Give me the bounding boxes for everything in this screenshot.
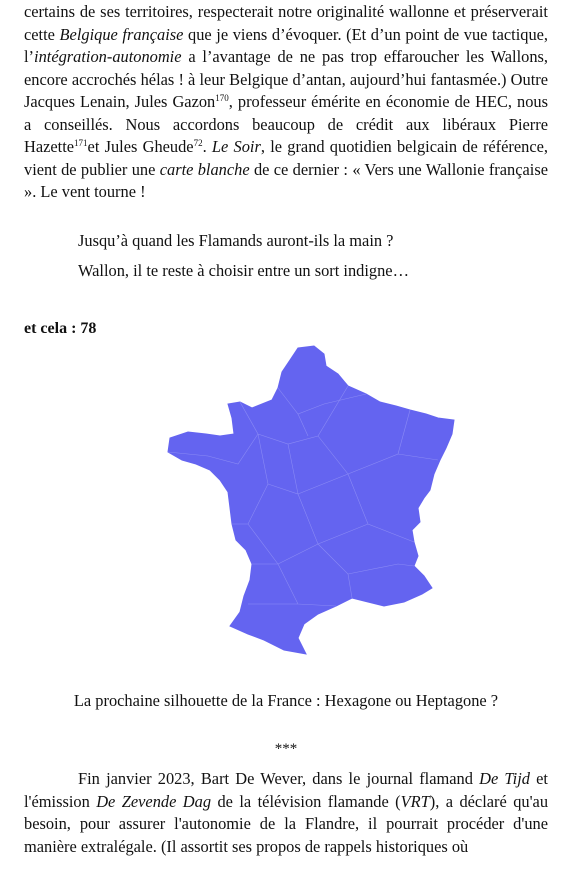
figure-intro: et cela : 78 xyxy=(24,320,97,337)
italic-run: intégration-autonomie xyxy=(34,47,182,66)
text-run: certains de ses territoires, respecterait notre originalité wallonne et préserverait cette xyxy=(24,2,548,44)
figure-caption: La prochaine silhouette de la France : Hexagone ou Heptagone ? xyxy=(73,691,499,710)
section-separator: *** xyxy=(274,741,298,757)
italic-run: De Tijd xyxy=(479,769,530,788)
text-run: . xyxy=(202,137,212,156)
body-paragraph-1 xyxy=(24,1,548,204)
text-run: de ce dernier : « Vers une Wallonie française ». Le vent tourne ! xyxy=(24,159,548,201)
italic-run: carte blanche xyxy=(159,159,250,179)
italic-run: Le Soir xyxy=(211,137,261,156)
text-run: , le grand quotidien belgicain de référence, vient de publier une xyxy=(24,137,548,179)
footnote-ref[interactable]: 170 xyxy=(215,93,229,103)
text-run: et Jules Gheude xyxy=(87,137,194,156)
text-run: Fin janvier 2023, Bart De Wever, dans le journal flamand xyxy=(78,769,480,788)
footnote-ref[interactable]: 171 xyxy=(74,138,88,148)
text-run: ), a déclaré qu'au besoin, pour assurer l'autonomie de la Flandre, il pourrait procéder d'une manière extralégale. (Il assortit ses propos de rappels historiques où xyxy=(24,791,549,856)
text-run: et l'émission xyxy=(24,769,548,811)
quote-line-1: Jusqu’à quand les Flamands auront-ils la main ? xyxy=(78,231,394,250)
quote-line-2: Wallon, il te reste à choisir entre un sort indigne… xyxy=(78,261,409,280)
text-run: , professeur émérite en économie de HEC, nous a conseillés. Nous accordons beaucoup de crédit aux libéraux Pierre Hazette xyxy=(24,92,548,156)
italic-run: Belgique française xyxy=(59,24,184,44)
text-run: a l’avantage de ne pas trop effaroucher les Wallons, encore accrochés hélas ! à leur Belgique d’antan, aujourd’hui fantasmée.) Outre Jacques Lenain, Jules Gazon xyxy=(24,47,548,111)
italic-run: De Zevende Dag xyxy=(96,791,212,811)
body-paragraph-2 xyxy=(24,768,548,858)
footnote-ref[interactable]: 72 xyxy=(193,138,203,148)
france-map xyxy=(148,344,468,662)
italic-run: VRT xyxy=(400,791,430,811)
text-run: de la télévision flamande ( xyxy=(211,791,401,811)
text-run: que je viens d’évoquer. (Et d’un point de vue tactique, l’ xyxy=(24,24,549,66)
france-silhouette xyxy=(168,346,454,654)
